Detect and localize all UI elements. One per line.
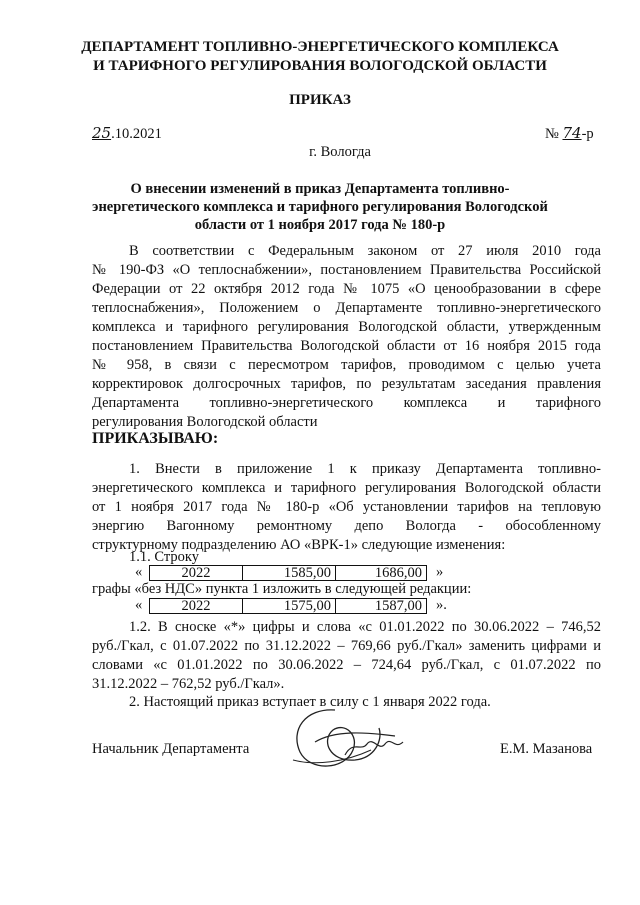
item1-line: 1. Внести в приложение 1 к приказу Департамента топливно- xyxy=(129,461,601,477)
preamble-line: № 190-ФЗ «О теплоснабжении», постановлением Правительства Российской xyxy=(92,262,601,278)
department-header xyxy=(0,38,640,76)
preamble-line: регулирования Вологодской области xyxy=(92,414,318,430)
cell-value-1: 1585,00 xyxy=(243,566,336,581)
subject-line-1: О внесении изменений в приказ Департамента топливно- xyxy=(130,181,510,197)
document-date xyxy=(92,124,162,143)
item1-2-line: 31.12.2022 – 762,52 руб./Гкал». xyxy=(92,676,285,692)
preamble-line: Федерации от 22 октября 2012 года № 1075 «О ценообразовании в сфере xyxy=(92,281,601,297)
tariff-row-old xyxy=(149,565,427,581)
quote-open-old: « xyxy=(135,564,143,580)
document-type: ПРИКАЗ xyxy=(289,92,351,108)
cell-year: 2022 xyxy=(150,566,243,581)
item1-2-line: 1.2. В сноске «*» цифры и слова «с 01.01.2022 по 30.06.2022 – 746,52 xyxy=(129,619,601,635)
preamble-line: В соответствии с Федеральным законом от 27 июля 2010 года xyxy=(129,243,601,259)
quote-close-old: » xyxy=(436,564,444,580)
document-number xyxy=(545,124,594,143)
preamble-line: комплекса и тарифного регулирования Вологодской области, утвержденным xyxy=(92,319,601,335)
preamble-line: постановлением Правительства Вологодской области от 16 ноября 2015 года xyxy=(92,338,601,354)
signature-position: Начальник Департамента xyxy=(92,741,250,757)
quote-open-new: « xyxy=(135,597,143,613)
cell-value-1: 1575,00 xyxy=(243,599,336,614)
quote-close-new: ». xyxy=(436,597,447,613)
date-printed: .10.2021 xyxy=(111,126,162,142)
item1-line: структурному подразделению АО «ВРК-1» следующие изменения: xyxy=(92,537,506,553)
item1-2-line: руб./Гкал, с 01.07.2022 по 31.12.2022 – 769,66 руб./Гкал» заменить цифрами и xyxy=(92,638,601,654)
tariff-row-new xyxy=(149,598,427,614)
preamble-line: № 958, в связи с пересмотром тарифов, проводимом с целью учета xyxy=(92,357,601,373)
cell-year: 2022 xyxy=(150,599,243,614)
cell-value-2: 1587,00 xyxy=(336,599,427,614)
signature-name: Е.М. Мазанова xyxy=(500,741,593,757)
document-subject xyxy=(0,180,640,234)
item1-2-line: словами «с 01.01.2022 по 30.06.2022 – 724,64 руб./Гкал, с 01.07.2022 по xyxy=(92,657,601,673)
date-handwritten: 25 xyxy=(92,124,112,142)
item1-line: энергию Вагонному ремонтному депо Вологда - обособленному xyxy=(92,518,601,534)
department-header-line-1: ДЕПАРТАМЕНТ ТОПЛИВНО-ЭНЕРГЕТИЧЕСКОГО КОМПЛЕКСА xyxy=(81,39,559,55)
item1-1-label: 1.1. Строку xyxy=(129,549,199,565)
subject-line-2: энергетического комплекса и тарифного регулирования Вологодской xyxy=(92,199,548,215)
item1-line: от 1 ноября 2017 года № 180-р «Об установлении тарифов на тепловую xyxy=(92,499,601,515)
item1-line: энергетического комплекса и тарифного регулирования Вологодской области xyxy=(92,480,601,496)
item2-line: 2. Настоящий приказ вступает в силу с 1 января 2022 года. xyxy=(129,694,491,710)
number-handwritten: 74 xyxy=(562,124,582,142)
number-suffix: -р xyxy=(581,126,594,142)
handwritten-signature xyxy=(275,700,425,780)
order-word: ПРИКАЗЫВАЮ: xyxy=(92,430,219,447)
cell-value-2: 1686,00 xyxy=(336,566,427,581)
preamble-line: Департамента топливно-энергетического комплекса и тарифного xyxy=(92,395,601,411)
department-header-line-2: И ТАРИФНОГО РЕГУЛИРОВАНИЯ ВОЛОГОДСКОЙ ОБЛАСТИ xyxy=(93,58,547,74)
row-text: графы «без НДС» пункта 1 изложить в следующей редакции: xyxy=(92,581,472,597)
number-prefix: № xyxy=(545,126,559,142)
preamble-line: корректировок долгосрочных тарифов, по результатам заседания правления xyxy=(92,376,601,392)
city: г. Вологда xyxy=(309,144,371,160)
subject-line-3: области от 1 ноября 2017 года № 180-р xyxy=(194,217,446,233)
preamble-line: теплоснабжения», Положением о Департаменте топливно-энергетического xyxy=(92,300,601,316)
